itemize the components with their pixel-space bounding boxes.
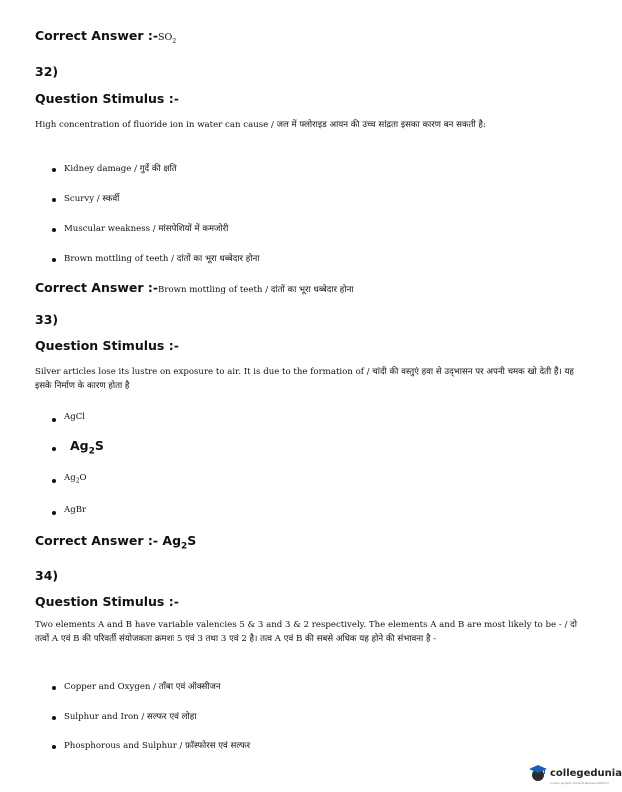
option: AgBr	[64, 505, 87, 515]
correct-answer-value: $SO_2$	[158, 32, 177, 45]
q33-correct-answer	[35, 533, 196, 552]
question-number: 33)	[35, 312, 59, 327]
bullet-icon	[52, 511, 56, 515]
question-stimulus-label: Question Stimulus :-	[35, 338, 179, 353]
option: $Ag_2O$	[64, 473, 87, 485]
bullet-icon	[52, 745, 56, 749]
bullet-icon	[52, 479, 56, 483]
logo-tagline: India's largest Student Review Platform	[550, 781, 610, 785]
option: Muscular weakness / मांसपेशियों में कमजोरी	[64, 224, 229, 234]
option: Sulphur and Iron / सल्फर एवं लोहा	[64, 712, 197, 722]
bullet-icon	[52, 418, 56, 422]
correct-answer-label: Correct Answer :-	[35, 280, 159, 295]
question-stem: High concentration of fluoride ion in water can cause / जल में फ्लोराइड आयन की उच्च सांद्रता इसका कारण बन सकती है:	[35, 120, 486, 130]
bullet-icon	[52, 716, 56, 720]
option: Scurvy / स्कर्वी	[64, 194, 120, 204]
bullet-icon	[52, 258, 56, 262]
bullet-icon	[52, 686, 56, 690]
correct-answer-value: Brown mottling of teeth / दांतों का भूरा धब्बेदार होना	[158, 285, 354, 295]
question-number: 34)	[35, 568, 59, 583]
option: Kidney damage / गुर्दे की क्षति	[64, 164, 177, 174]
graduate-cap-icon	[528, 764, 548, 782]
question-number: 32)	[35, 64, 59, 79]
option: Brown mottling of teeth / दांतों का भूरा धब्बेदार होना	[64, 254, 260, 264]
collegedunia-logo	[528, 764, 622, 782]
correct-answer-label: Correct Answer :-	[35, 533, 159, 548]
question-stem: Two elements A and B have variable valencies 5 & 3 and 3 & 2 respectively. The elements A and B are most likely to be - / दो तत्वों A एवं B की परिवर्ती संयोजकता क्रमशः 5 एवं 3 तथा 3 एवं 2 है। तत्व A एवं B की सबसे अधिक यह होने की संभावना है -	[35, 620, 577, 644]
option: Copper and Oxygen / ताँबा एवं ऑक्सीजन	[64, 682, 221, 692]
q32-correct-answer	[35, 280, 354, 295]
question-stem: Silver articles lose its lustre on exposure to air. It is due to the formation of / चांदी की वस्तुएं हवा से उद्‌भासन पर अपनी चमक खो देती हैं। यह इसके निर्माण के कारण होता है	[35, 367, 574, 391]
bullet-icon	[52, 447, 56, 451]
correct-answer-label: Correct Answer :-	[35, 28, 159, 43]
q31-correct-answer	[35, 28, 176, 45]
bullet-icon	[52, 198, 56, 202]
question-stimulus-label: Question Stimulus :-	[35, 594, 179, 609]
correct-answer-value: $Ag_2S$	[162, 533, 197, 552]
question-stimulus-label: Question Stimulus :-	[35, 91, 179, 106]
bullet-icon	[52, 228, 56, 232]
bullet-icon	[52, 168, 56, 172]
option: AgCl	[64, 412, 86, 422]
logo-text: collegedunia	[550, 767, 622, 779]
option: Phosphorous and Sulphur / फ़ॉस्फोरस एवं सल्फर	[64, 741, 251, 751]
option: $Ag_2S$	[70, 438, 104, 457]
